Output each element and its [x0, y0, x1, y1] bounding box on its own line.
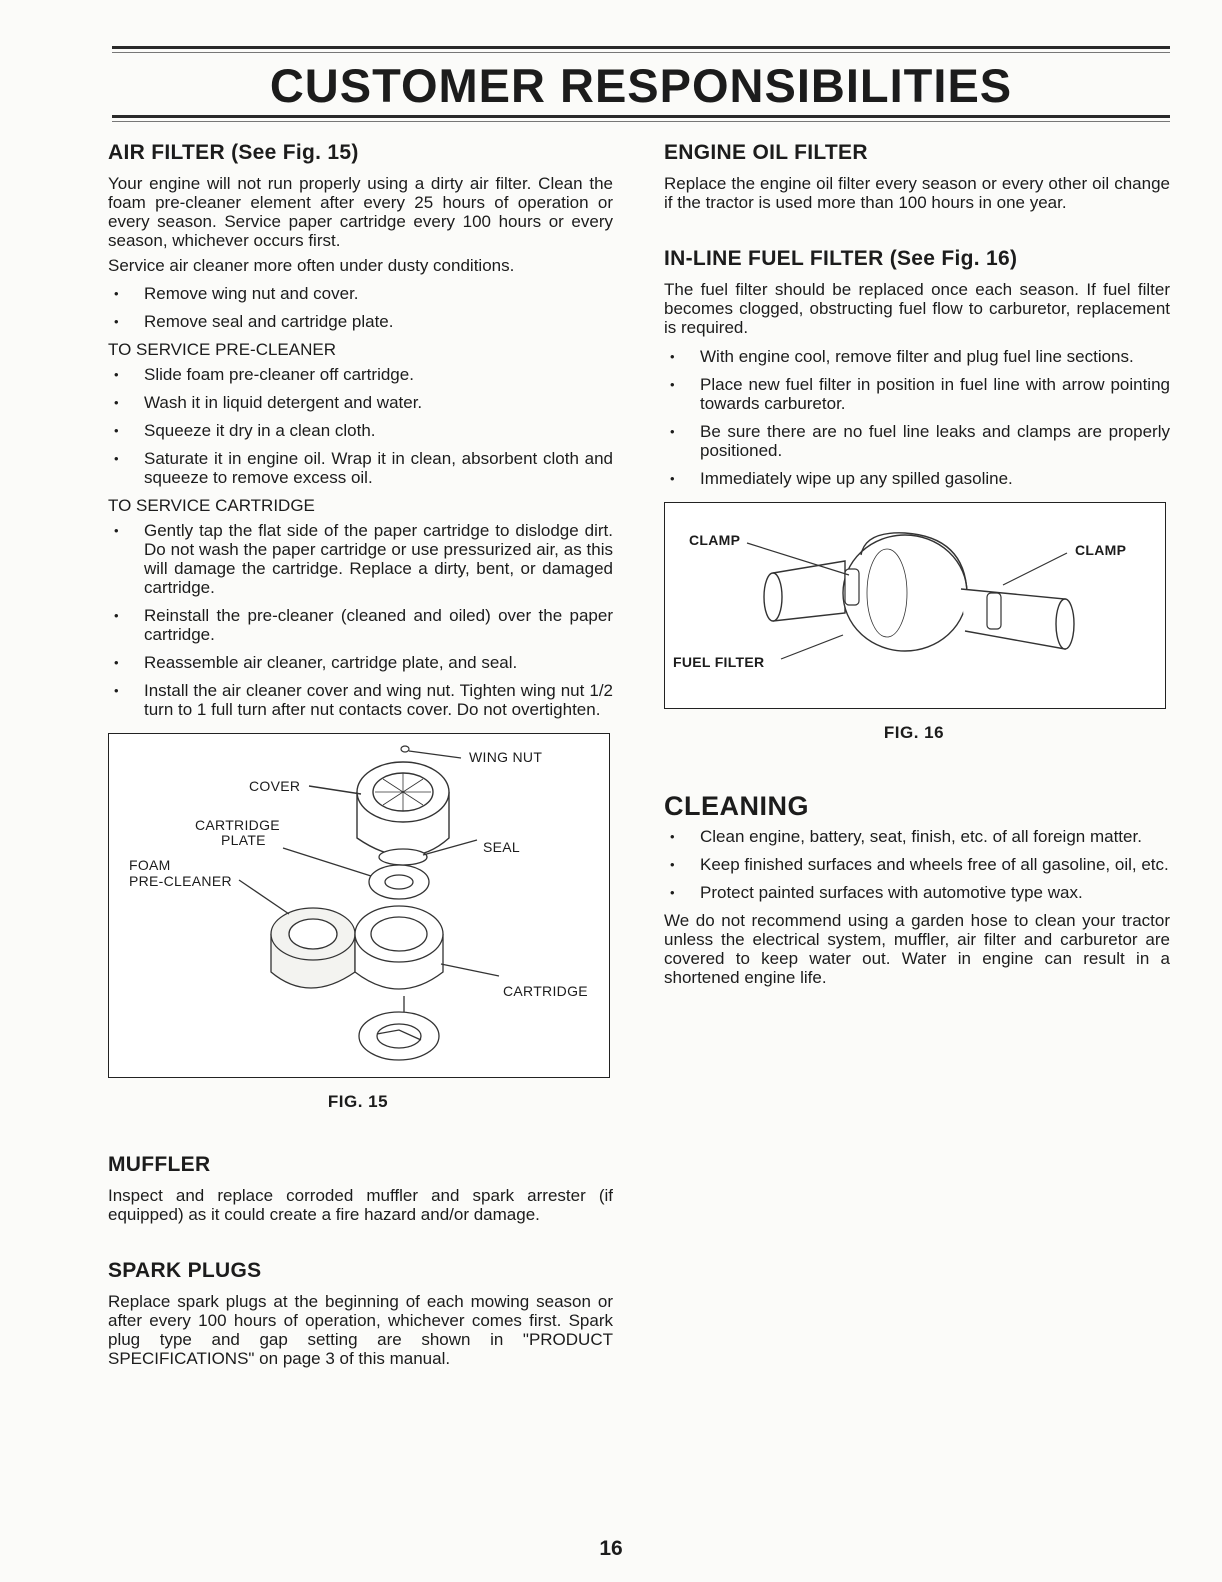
fuel-filter-heading: IN-LINE FUEL FILTER (See Fig. 16) — [664, 247, 1018, 270]
left-column — [108, 140, 613, 1374]
wing-nut-part — [401, 746, 461, 758]
label-cover: COVER — [249, 778, 301, 794]
label-seal: SEAL — [483, 839, 520, 855]
air-filter-exploded-diagram — [109, 734, 609, 1077]
page-number: 16 — [599, 1537, 623, 1560]
list-item: • Immediately wipe up any spilled gasoline. — [664, 469, 1170, 488]
cover-part — [309, 762, 449, 856]
list-item: • Install the air cleaner cover and wing nut. Tighten wing nut 1/2 turn to 1 full turn after nut contacts cover. Do not overtighten. — [108, 681, 613, 719]
base-part — [359, 996, 439, 1060]
spark-plugs-section — [108, 1258, 613, 1368]
fig-15-caption: FIG. 15 — [327, 1092, 389, 1111]
page-title: CUSTOMER RESPONSIBILITIES — [269, 59, 1013, 112]
header-rule-bottom-thin — [112, 121, 1170, 122]
list-item: • Gently tap the flat side of the paper cartridge to dislodge dirt. Do not wash the paper cartridge or use pressurized air, as this will damage the cartridge. Replace a dirty, bent, or damaged cartridge. — [108, 521, 613, 597]
list-item: • Reinstall the pre-cleaner (cleaned and oiled) over the paper cartridge. — [108, 606, 613, 644]
fuel-filter-steps — [664, 347, 1170, 488]
fuel-filter-section — [664, 246, 1170, 488]
cleaning-heading: CLEANING — [664, 791, 809, 821]
right-column — [664, 140, 1170, 993]
list-item: • Remove seal and cartridge plate. — [108, 312, 613, 331]
engine-oil-filter-section — [664, 140, 1170, 212]
air-filter-intro: Your engine will not run properly using a dirty air filter. Clean the foam pre-cleaner element after every 25 hours of operation or every season. Service paper cartridge every 100 hours or every season, whichever occurs first. — [108, 174, 613, 250]
header-rule-bottom — [112, 115, 1170, 118]
foam-pre-cleaner-part — [239, 880, 355, 988]
muffler-section — [108, 1152, 613, 1224]
spark-plugs-text: Replace spark plugs at the beginning of each mowing season or after every 100 hours of operation, whichever comes first. Spark plug type and gap setting are shown in "PRODUCT SPECIFICATIONS" on page 3 of this manual. — [108, 1292, 613, 1368]
header-rule-top-thin — [112, 52, 1170, 53]
label-clamp-left: CLAMP — [689, 532, 741, 548]
muffler-text: Inspect and replace corroded muffler and spark arrester (if equipped) as it could create a fire hazard and/or damage. — [108, 1186, 613, 1224]
paper-cartridge-part — [355, 906, 499, 989]
muffler-heading: MUFFLER — [108, 1153, 211, 1176]
label-foam-2: PRE-CLEANER — [129, 873, 232, 889]
cartridge-steps — [108, 521, 613, 719]
engine-oil-filter-heading: ENGINE OIL FILTER — [664, 141, 868, 164]
label-foam-1: FOAM — [129, 857, 171, 873]
list-item: • Slide foam pre-cleaner off cartridge. — [108, 365, 613, 384]
precleaner-subheading: TO SERVICE PRE-CLEANER — [108, 340, 336, 359]
fuel-filter-diagram — [665, 503, 1165, 708]
cleaning-steps — [664, 827, 1170, 902]
cleaning-section — [664, 793, 1170, 987]
list-item: • Saturate it in engine oil. Wrap it in clean, absorbent cloth and squeeze to remove excess oil. — [108, 449, 613, 487]
label-cartridge: CARTRIDGE — [503, 983, 588, 999]
list-item: • Reassemble air cleaner, cartridge plate, and seal. — [108, 653, 613, 672]
list-item: • Clean engine, battery, seat, finish, etc. of all foreign matter. — [664, 827, 1170, 846]
header-rule-top — [112, 46, 1170, 49]
label-cartridge-plate-1: CARTRIDGE — [195, 817, 280, 833]
fig-16-caption: FIG. 16 — [883, 723, 945, 742]
air-filter-section — [108, 140, 613, 719]
list-item: • Be sure there are no fuel line leaks and clamps are properly positioned. — [664, 422, 1170, 460]
air-filter-dusty-note: Service air cleaner more often under dusty conditions. — [108, 256, 515, 275]
air-filter-steps — [108, 284, 613, 331]
cleaning-text: We do not recommend using a garden hose to clean your tractor unless the electrical system, muffler, air filter and carburetor are covered to keep water out. Water in engine can result in a shortened engine life. — [664, 911, 1170, 987]
fuel-filter-body — [843, 533, 967, 651]
cartridge-subheading: TO SERVICE CARTRIDGE — [108, 496, 315, 515]
fig-15-box — [108, 733, 610, 1078]
precleaner-steps — [108, 365, 613, 487]
list-item: • With engine cool, remove filter and plug fuel line sections. — [664, 347, 1170, 366]
list-item: • Place new fuel filter in position in fuel line with arrow pointing towards carburetor. — [664, 375, 1170, 413]
fuel-line-right — [961, 589, 1074, 649]
list-item: • Remove wing nut and cover. — [108, 284, 613, 303]
clamp-right-part — [987, 593, 1001, 629]
label-clamp-right: CLAMP — [1075, 542, 1127, 558]
list-item: • Wash it in liquid detergent and water. — [108, 393, 613, 412]
list-item: • Keep finished surfaces and wheels free of all gasoline, oil, etc. — [664, 855, 1170, 874]
fuel-filter-intro: The fuel filter should be replaced once each season. If fuel filter becomes clogged, obstructing fuel flow to carburetor, replacement is required. — [664, 280, 1170, 337]
label-fuel-filter: FUEL FILTER — [673, 654, 765, 670]
label-wing-nut: WING NUT — [469, 749, 543, 765]
spark-plugs-heading: SPARK PLUGS — [108, 1259, 262, 1282]
engine-oil-filter-text: Replace the engine oil filter every season or every other oil change if the tractor is used more than 100 hours in one year. — [664, 174, 1170, 212]
list-item: • Protect painted surfaces with automotive type wax. — [664, 883, 1170, 902]
air-filter-heading: AIR FILTER (See Fig. 15) — [108, 141, 359, 164]
list-item: • Squeeze it dry in a clean cloth. — [108, 421, 613, 440]
label-cartridge-plate-2: PLATE — [221, 832, 266, 848]
fig-16-box — [664, 502, 1166, 709]
